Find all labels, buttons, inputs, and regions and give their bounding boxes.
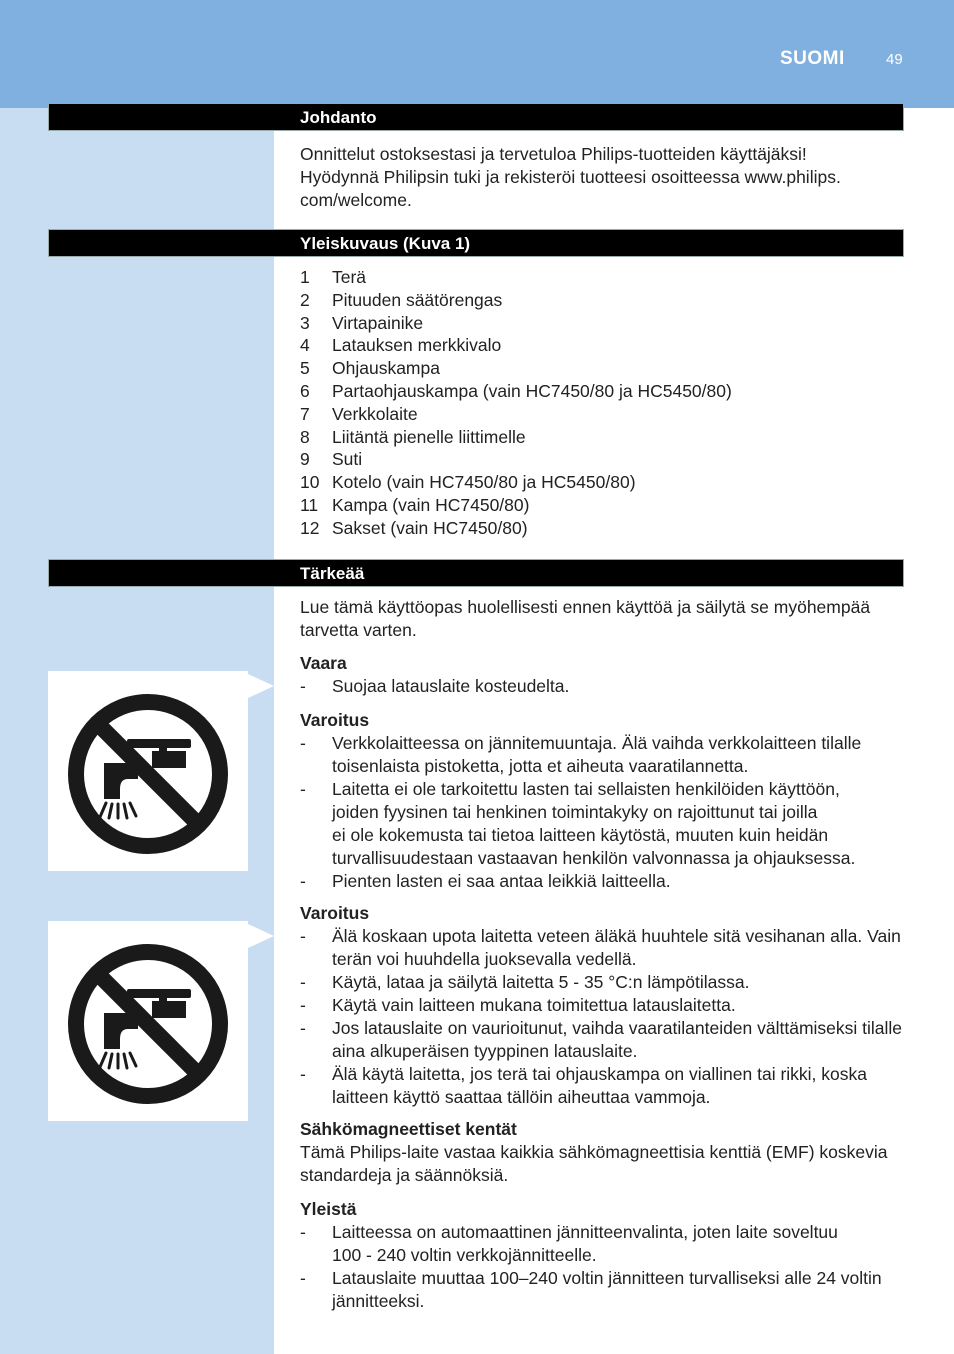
item-text: Latauksen merkkivalo	[332, 335, 502, 356]
list-dash: -	[300, 926, 306, 946]
section-bar-important	[48, 559, 904, 587]
text-line: terän voi huuhdella juoksevalla vedellä.	[332, 949, 637, 969]
list-item	[300, 971, 906, 994]
item-text: Verkkolaite	[332, 403, 418, 424]
text-line: Laitetta ei ole tarkoitettu lasten tai sellaisten henkilöiden käyttöön,	[332, 779, 840, 799]
warning-list	[300, 732, 906, 893]
list-dash: -	[300, 871, 306, 891]
text-line: standardeja ja säännöksiä.	[300, 1165, 509, 1185]
list-item	[300, 517, 906, 540]
item-text	[332, 1017, 902, 1063]
warning-heading: Varoitus	[300, 710, 370, 730]
text-line: laitteen käyttö saattaa tällöin aiheuttaa vammoja.	[332, 1087, 711, 1107]
item-text: Terä	[332, 267, 367, 287]
item-number: 4	[300, 335, 310, 356]
general-heading: Yleistä	[300, 1199, 357, 1219]
list-dash: -	[300, 1268, 306, 1288]
text-line: Käytä vain laitteen mukana toimitettua latauslaitetta.	[332, 995, 736, 1015]
item-number: 6	[300, 380, 310, 401]
item-number: 11	[300, 494, 319, 515]
no-water-tap-icon	[48, 921, 248, 1121]
list-item	[300, 1221, 906, 1267]
page-number: 49	[886, 51, 903, 68]
warning-image-2	[48, 921, 248, 1121]
text-line: Käytä, lataa ja säilytä laitetta 5 - 35 °C:n lämpötilassa.	[332, 972, 750, 992]
text-line: ei ole kokemusta tai tietoa laitteen käytöstä, muuten kuin heidän	[332, 825, 829, 845]
item-number: 10	[300, 472, 320, 493]
item-text	[332, 994, 736, 1017]
item-text: Sakset (vain HC7450/80)	[332, 517, 528, 538]
section-title: Johdanto	[300, 108, 377, 127]
list-item	[300, 471, 906, 494]
item-number: 3	[300, 312, 310, 333]
section-title: Tärkeää	[300, 564, 365, 583]
list-dash: -	[300, 779, 306, 799]
callout-pointer	[248, 674, 274, 698]
list-item	[300, 778, 906, 870]
general-block	[300, 1198, 906, 1313]
list-item	[300, 380, 906, 403]
item-text	[332, 1267, 882, 1313]
text-line: joiden fyysinen tai henkinen toimintakyky on rajoittunut tai joilla	[332, 802, 818, 822]
list-item	[300, 925, 906, 971]
list-item	[300, 312, 906, 335]
item-text: Kotelo (vain HC7450/80 ja HC5450/80)	[332, 472, 636, 493]
text-line: Suojaa latauslaite kosteudelta.	[332, 676, 570, 696]
list-item	[300, 1267, 906, 1313]
text-line: Hyödynnä Philipsin tuki ja rekisteröi tuotteesi osoitteessa www.philips.	[300, 167, 841, 187]
list-dash: -	[300, 1064, 306, 1084]
emf-block	[300, 1118, 906, 1187]
item-number: 1	[300, 267, 310, 287]
overview-list	[300, 266, 906, 540]
warning-list	[300, 925, 906, 1109]
list-item	[300, 266, 906, 289]
danger-heading: Vaara	[300, 653, 347, 673]
item-text: Kampa (vain HC7450/80)	[332, 494, 530, 515]
text-line: aina alkuperäisen tyyppinen latauslaite.	[332, 1041, 638, 1061]
item-text	[332, 925, 901, 971]
list-item	[300, 994, 906, 1017]
warning-heading: Varoitus	[300, 903, 370, 923]
item-text	[332, 870, 671, 893]
item-text: Ohjauskampa	[332, 358, 440, 379]
text-line: Laitteessa on automaattinen jännitteenvalinta, joten laite soveltuu	[332, 1222, 838, 1242]
item-number: 7	[300, 403, 310, 424]
no-water-tap-icon	[48, 671, 248, 871]
list-dash: -	[300, 1018, 306, 1038]
warning-block-2	[300, 902, 906, 1109]
text-line: Jos latauslaite on vaurioitunut, vaihda vaaratilanteiden välttämiseksi tilalle	[332, 1018, 903, 1038]
item-number: 5	[300, 358, 310, 379]
item-text	[332, 1063, 867, 1109]
list-dash: -	[300, 995, 306, 1015]
list-dash: -	[300, 733, 306, 753]
list-item	[300, 448, 906, 471]
text-line: tarvetta varten.	[300, 620, 417, 640]
list-item	[300, 1063, 906, 1109]
list-item	[300, 289, 906, 312]
general-list	[300, 1221, 906, 1313]
danger-list	[300, 675, 906, 698]
list-item	[300, 357, 906, 380]
section-bar-overview	[48, 229, 904, 257]
text-line: Pienten lasten ei saa antaa leikkiä laitteella.	[332, 871, 671, 891]
important-intro	[300, 596, 906, 642]
warning-image-1	[48, 671, 248, 871]
list-item	[300, 426, 906, 449]
list-item	[300, 1017, 906, 1063]
list-item	[300, 403, 906, 426]
list-dash: -	[300, 1222, 306, 1242]
list-dash: -	[300, 676, 306, 696]
item-text: Pituuden säätörengas	[332, 289, 503, 310]
list-item	[300, 334, 906, 357]
list-item	[300, 732, 906, 778]
item-text	[332, 778, 855, 870]
item-text	[332, 971, 750, 994]
item-text: Partaohjauskampa (vain HC7450/80 ja HC5450/80)	[332, 380, 732, 401]
callout-pointer	[248, 924, 274, 948]
list-dash: -	[300, 972, 306, 992]
text-line: toisenlaista pistoketta, jotta et aiheuta vaaratilannetta.	[332, 756, 749, 776]
text-line: Tämä Philips-laite vastaa kaikkia sähkömagneettisia kenttiä (EMF) koskevia	[300, 1142, 888, 1162]
item-text: Virtapainike	[332, 312, 424, 333]
text-line: 100 - 240 voltin verkkojännitteelle.	[332, 1245, 597, 1265]
text-line: turvallisuudestaan vastaavan henkilön valvonnassa ja ohjauksessa.	[332, 848, 856, 868]
text-line: Verkkolaitteessa on jännitemuuntaja. Älä vaihda verkkolaitteen tilalle	[332, 733, 862, 753]
text-line: jännitteeksi.	[332, 1291, 425, 1311]
list-item	[300, 675, 906, 698]
text-line: com/welcome.	[300, 190, 412, 210]
intro-text	[300, 143, 906, 212]
section-bar-intro	[48, 103, 904, 131]
language-label: SUOMI	[780, 48, 845, 69]
item-number: 9	[300, 449, 310, 470]
overview-list-container	[300, 266, 906, 540]
warning-block-1	[300, 709, 906, 893]
item-number: 12	[300, 517, 320, 538]
text-line: Älä koskaan upota laitetta veteen äläkä huuhtele sitä vesihanan alla. Vain	[332, 926, 901, 946]
text-line: Latauslaite muuttaa 100–240 voltin jännitteen turvalliseksi alle 24 voltin	[332, 1268, 882, 1288]
item-text: Suti	[332, 449, 363, 470]
list-item	[300, 494, 906, 517]
danger-block	[300, 652, 906, 698]
item-text	[332, 1221, 838, 1267]
item-number: 2	[300, 289, 310, 310]
text-line: Lue tämä käyttöopas huolellisesti ennen käyttöä ja säilytä se myöhempää	[300, 597, 871, 617]
list-item	[300, 870, 906, 893]
item-text	[332, 732, 861, 778]
emf-heading: Sähkömagneettiset kentät	[300, 1119, 517, 1139]
item-number: 8	[300, 426, 310, 447]
section-title: Yleiskuvaus (Kuva 1)	[300, 234, 471, 253]
text-line: Onnittelut ostoksestasi ja tervetuloa Philips-tuotteiden käyttäjäksi!	[300, 144, 807, 164]
item-text	[332, 675, 569, 698]
text-line: Älä käytä laitetta, jos terä tai ohjauskampa on viallinen tai rikki, koska	[332, 1064, 867, 1084]
item-text: Liitäntä pienelle liittimelle	[332, 426, 526, 447]
